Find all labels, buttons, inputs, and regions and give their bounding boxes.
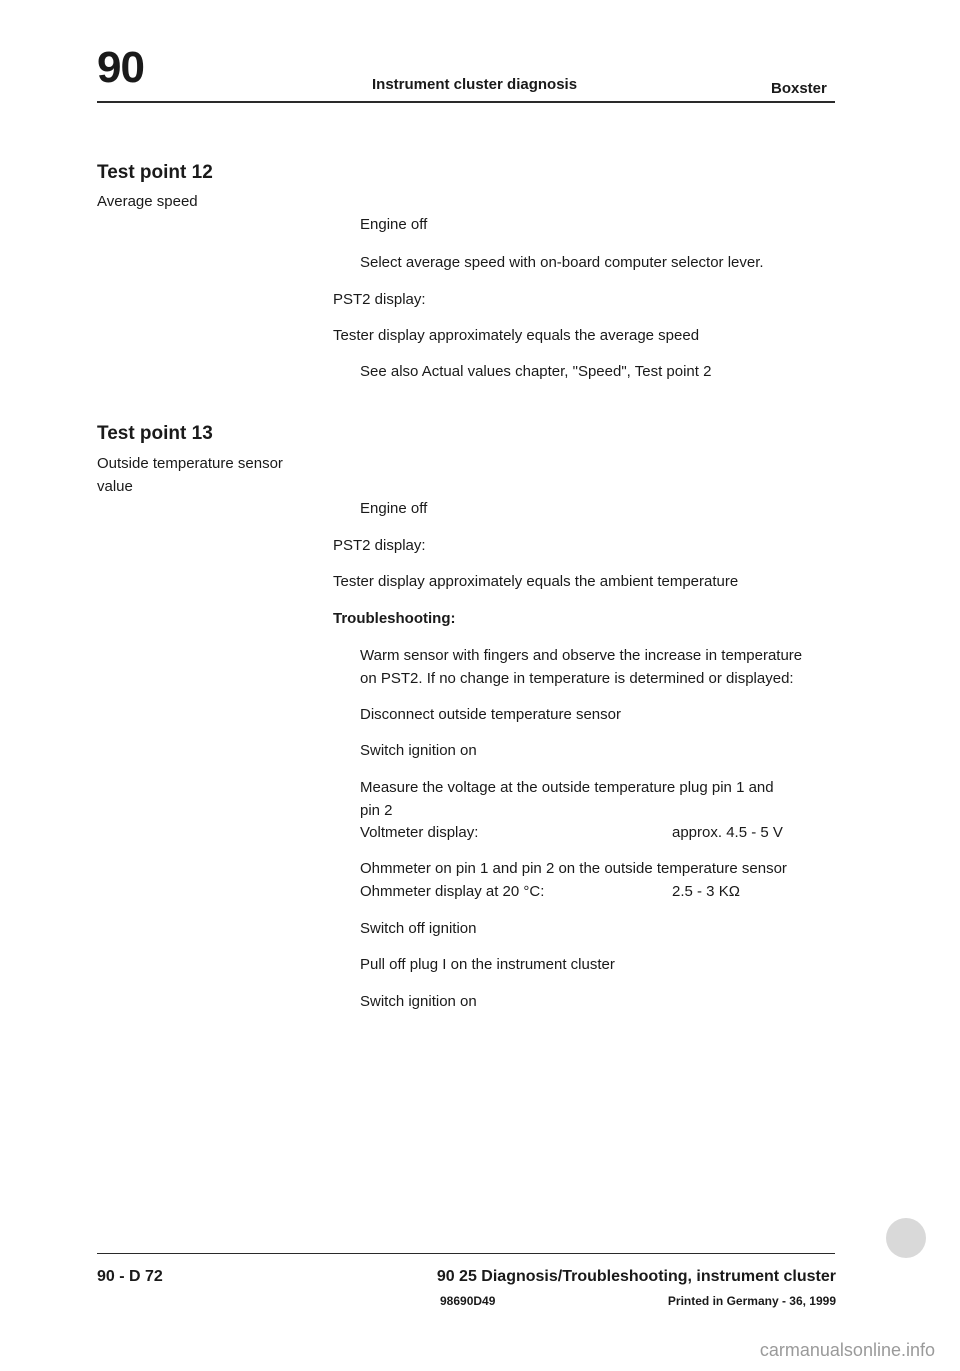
voltmeter-label: Voltmeter display: (360, 824, 479, 841)
tp13-step: Ohmmeter on pin 1 and pin 2 on the outside temperature sensor (360, 860, 787, 877)
print-info: Printed in Germany - 36, 1999 (667, 1294, 836, 1308)
page-title: Instrument cluster diagnosis (372, 76, 578, 93)
footer-rule (97, 1253, 835, 1254)
tp12-line: Tester display approximately equals the average speed (333, 327, 700, 344)
tp13-step: on PST2. If no change in temperature is determined or displayed: (360, 670, 794, 687)
ohmmeter-label: Ohmmeter display at 20 °C: (360, 883, 545, 900)
document-code: 98690D49 (440, 1294, 496, 1308)
header-rule (97, 101, 835, 103)
tp12-line: See also Actual values chapter, "Speed", Test point 2 (360, 363, 712, 380)
tp13-step: Switch ignition on (360, 742, 477, 759)
tp12-line: PST2 display: (333, 291, 426, 308)
test-point-13-title: Test point 13 (97, 423, 213, 444)
tp12-line: Select average speed with on-board computer selector lever. (360, 254, 764, 271)
test-point-12-title: Test point 12 (97, 162, 213, 183)
ohmmeter-value: 2.5 - 3 KΩ (672, 883, 740, 900)
tp13-step: Pull off plug I on the instrument cluster (360, 956, 615, 973)
model-name: Boxster (771, 80, 827, 97)
chapter-title: 90 25 Diagnosis/Troubleshooting, instrument cluster (436, 1268, 836, 1285)
margin-dot (886, 1218, 926, 1258)
watermark: carmanualsonline.info (759, 1340, 935, 1360)
tp13-line: PST2 display: (333, 537, 426, 554)
section-number: 90 (97, 43, 144, 92)
troubleshooting-heading: Troubleshooting: (333, 610, 456, 627)
page-number: 90 - D 72 (97, 1268, 163, 1285)
tp13-step: pin 2 (360, 802, 393, 819)
test-point-13-subtitle: Outside temperature sensor value (97, 455, 283, 495)
tp13-step: Switch off ignition (360, 920, 477, 937)
voltmeter-value: approx. 4.5 - 5 V (672, 824, 783, 841)
tp13-step: Switch ignition on (360, 993, 477, 1010)
tp13-step: Warm sensor with fingers and observe the increase in temperature (360, 647, 803, 664)
test-point-12-subtitle: Average speed (97, 193, 198, 210)
tp12-line: Engine off (360, 216, 428, 233)
tp13-line: Engine off (360, 500, 428, 517)
tp13-step: Measure the voltage at the outside temperature plug pin 1 and (360, 779, 774, 796)
tp13-line: Tester display approximately equals the ambient temperature (333, 573, 739, 590)
tp13-step: Disconnect outside temperature sensor (360, 706, 621, 723)
